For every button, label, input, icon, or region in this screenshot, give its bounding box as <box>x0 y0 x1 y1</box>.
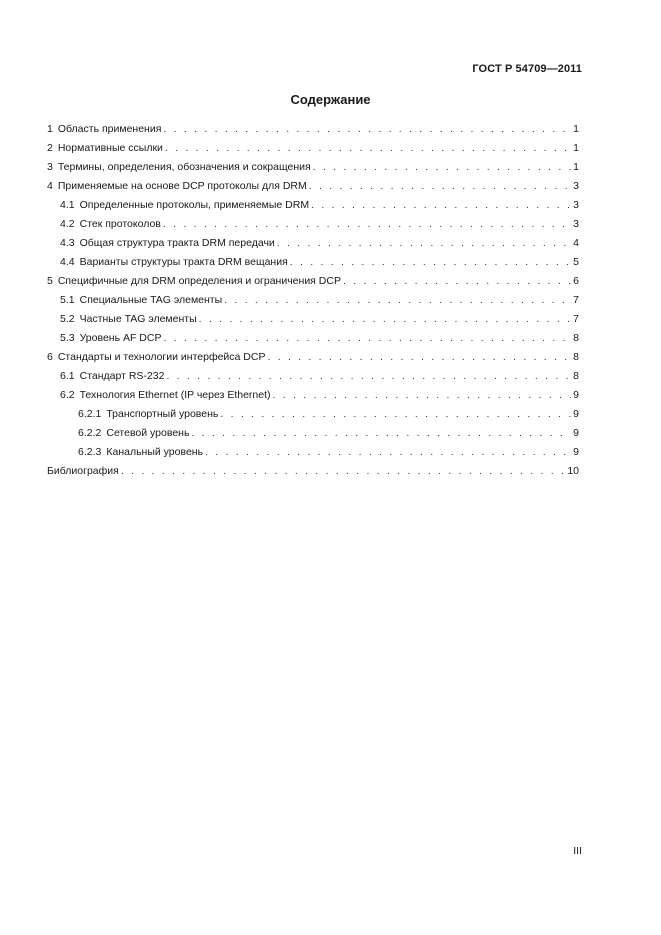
toc-entry-number: 4.3 <box>60 237 75 249</box>
toc-entry-page: 9 <box>573 389 579 401</box>
toc-entry-number: 6.2 <box>60 389 75 401</box>
toc-dot-leader <box>205 443 571 462</box>
toc-entry-title: Технология Ethernet (IP через Ethernet) <box>79 389 271 401</box>
toc-entry-title: Стандарт RS-232 <box>79 370 165 382</box>
toc-entry-title: Применяемые на основе DCP протоколы для DRM <box>57 180 307 192</box>
toc-entry[interactable] <box>47 158 579 177</box>
toc-dot-leader <box>224 291 571 310</box>
toc-dot-leader <box>165 139 571 158</box>
toc-entry-title: Уровень AF DCP <box>79 332 162 344</box>
toc-dot-leader <box>309 177 571 196</box>
toc-entry[interactable] <box>47 196 579 215</box>
toc-entry[interactable] <box>47 291 579 310</box>
toc-entry-title: Библиография <box>47 465 119 477</box>
toc-dot-leader <box>163 215 571 234</box>
toc-entry-page: 3 <box>573 218 579 230</box>
toc-entry[interactable] <box>47 367 579 386</box>
toc-entry[interactable] <box>47 462 579 481</box>
toc-entry-number: 4.4 <box>60 256 75 268</box>
toc-entry-page: 1 <box>573 142 579 154</box>
toc-entry-title: Общая структура тракта DRM передачи <box>79 237 275 249</box>
toc-entry-title: Нормативные ссылки <box>57 142 163 154</box>
toc-entry-page: 4 <box>573 237 579 249</box>
toc-entry-number: 6.2.2 <box>78 427 102 439</box>
toc-entry-title: Частные TAG элементы <box>79 313 197 325</box>
toc-entry[interactable] <box>47 329 579 348</box>
toc-entry-number: 4 <box>47 180 53 192</box>
toc-entry-number: 2 <box>47 142 53 154</box>
toc-entry-page: 5 <box>573 256 579 268</box>
toc-entry[interactable] <box>47 348 579 367</box>
toc-dot-leader <box>313 158 571 177</box>
toc-entry-number: 5.3 <box>60 332 75 344</box>
toc-entry[interactable] <box>47 386 579 405</box>
toc-entry-page: 7 <box>573 294 579 306</box>
toc-entry-page: 8 <box>573 370 579 382</box>
toc-entry[interactable] <box>47 215 579 234</box>
toc-entry[interactable] <box>47 424 579 443</box>
toc-entry-page: 9 <box>573 427 579 439</box>
toc-entry[interactable] <box>47 120 579 139</box>
toc-entry-page: 3 <box>573 199 579 211</box>
toc-entry-page: 6 <box>573 275 579 287</box>
toc-entry[interactable] <box>47 253 579 272</box>
toc-entry-title: Область применения <box>57 123 162 135</box>
toc-entry-page: 8 <box>573 351 579 363</box>
toc-entry-title: Канальный уровень <box>106 446 204 458</box>
toc-entry-page: 9 <box>573 408 579 420</box>
toc-dot-leader <box>163 120 571 139</box>
table-of-contents <box>47 120 579 481</box>
toc-entry[interactable] <box>47 443 579 462</box>
toc-dot-leader <box>290 253 571 272</box>
toc-dot-leader <box>277 234 571 253</box>
toc-entry-title: Сетевой уровень <box>106 427 190 439</box>
toc-entry-number: 6.1 <box>60 370 75 382</box>
toc-dot-leader <box>273 386 572 405</box>
toc-entry-title: Термины, определения, обозначения и сокращения <box>57 161 311 173</box>
toc-entry-page: 3 <box>573 180 579 192</box>
document-id: ГОСТ Р 54709—2011 <box>472 63 582 75</box>
toc-entry-title: Специфичные для DRM определения и ограничения DCP <box>57 275 341 287</box>
toc-entry-number: 5 <box>47 275 53 287</box>
toc-entry[interactable] <box>47 310 579 329</box>
toc-entry-number: 6 <box>47 351 53 363</box>
toc-dot-leader <box>220 405 571 424</box>
toc-entry-page: 1 <box>573 123 579 135</box>
toc-entry-title: Варианты структуры тракта DRM вещания <box>79 256 288 268</box>
toc-entry-page: 9 <box>573 446 579 458</box>
toc-entry-title: Определенные протоколы, применяемые DRM <box>79 199 310 211</box>
toc-entry-number: 5.2 <box>60 313 75 325</box>
toc-dot-leader <box>191 424 571 443</box>
toc-entry[interactable] <box>47 405 579 424</box>
toc-entry[interactable] <box>47 139 579 158</box>
toc-dot-leader <box>267 348 571 367</box>
toc-entry-number: 1 <box>47 123 53 135</box>
toc-dot-leader <box>121 462 565 481</box>
toc-entry[interactable] <box>47 272 579 291</box>
toc-entry[interactable] <box>47 234 579 253</box>
toc-entry[interactable] <box>47 177 579 196</box>
toc-entry-title: Специальные TAG элементы <box>79 294 223 306</box>
toc-entry-page: 8 <box>573 332 579 344</box>
toc-entry-title: Стек протоколов <box>79 218 161 230</box>
toc-dot-leader <box>163 329 571 348</box>
toc-entry-number: 4.1 <box>60 199 75 211</box>
toc-dot-leader <box>311 196 571 215</box>
toc-entry-number: 5.1 <box>60 294 75 306</box>
toc-title: Содержание <box>290 92 371 107</box>
toc-entry-number: 3 <box>47 161 53 173</box>
toc-entry-number: 6.2.3 <box>78 446 102 458</box>
toc-dot-leader <box>199 310 572 329</box>
toc-entry-number: 4.2 <box>60 218 75 230</box>
toc-entry-page: 10 <box>567 465 579 477</box>
toc-entry-page: 7 <box>573 313 579 325</box>
toc-dot-leader <box>343 272 571 291</box>
toc-entry-page: 1 <box>573 161 579 173</box>
toc-entry-title: Стандарты и технологии интерфейса DCP <box>57 351 266 363</box>
toc-dot-leader <box>166 367 571 386</box>
toc-entry-title: Транспортный уровень <box>106 408 219 420</box>
toc-entry-number: 6.2.1 <box>78 408 102 420</box>
page-number: III <box>573 845 582 857</box>
